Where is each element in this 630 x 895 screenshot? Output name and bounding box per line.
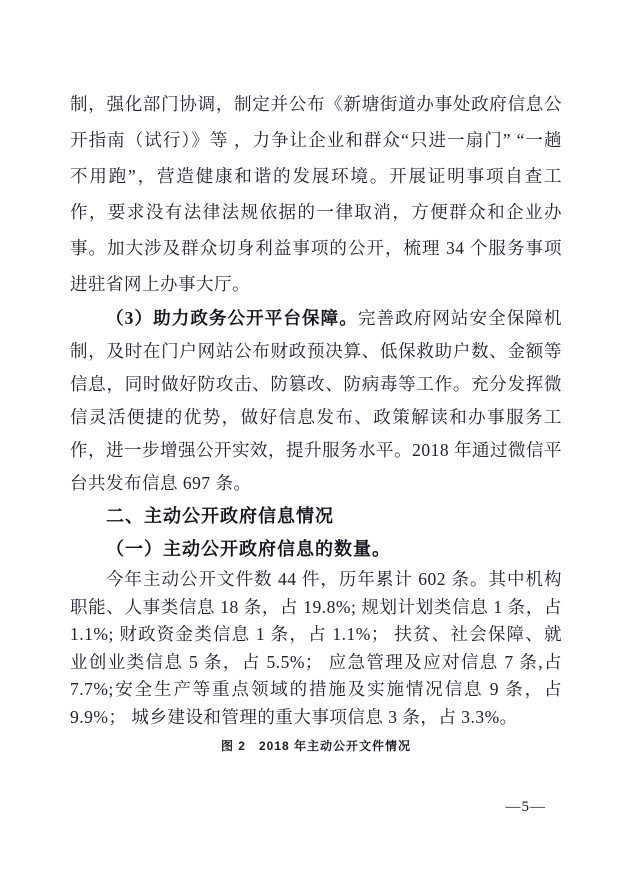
paragraph-platform-body: 完善政府网站安全保障机制，及时在门户网站公布财政预决算、低保救助户数、金额等信息，同时做好防攻击、防篡改、防病毒等工作。充分发挥微信灵活便捷的优势，做好信息发布、政策解读和办事服务工作，进一步增强公开实效，提升服务水平。2018 年通过微信平台共发布信息 697 条。 — [70, 308, 563, 493]
section-heading: 二、主动公开政府信息情况 — [106, 506, 334, 526]
document-body — [70, 86, 562, 754]
page-number: —5— — [505, 799, 546, 815]
paragraph-statistics: 今年主动公开文件数 44 件，历年累计 602 条。其中机构职能、人事类信息 18 条，占 19.8%; 规划计划类信息 1 条，占 1.1%; 财政资金类信息 1 条，占 1.1%； 扶贫、社会保障、就业创业类信息 5 条，占 5.5%； 应急管理及应对信息 7 条,占 7.7%;安全生产等重点领域的措施及实施情况信息 9 条，占 9.9%； 城乡建设和管理的重大事项信息 3 条，占 3.3%。 — [70, 569, 562, 727]
paragraph-continuation: 制，强化部门协调，制定并公布《新塘街道办事处政府信息公开指南（试行）》等 ，力争让企业和群众“只进一扇门” “一趟不用跑”，营造健康和谐的发展环境。开展证明事项自查工作，要求没有法律法规依据的一律取消，方便群众和企业办事。加大涉及群众切身利益事项的公开，梳理 34 个服务事项进驻省网上办事大厅。 — [70, 94, 562, 294]
figure-caption: 图 2 2018 年主动公开文件情况 — [220, 739, 412, 753]
paragraph-platform-lead: （3）助力政务公开平台保障。 — [106, 308, 358, 328]
subsection-heading: （一）主动公开政府信息的数量。 — [106, 539, 391, 559]
paragraph-platform-support — [70, 302, 562, 500]
